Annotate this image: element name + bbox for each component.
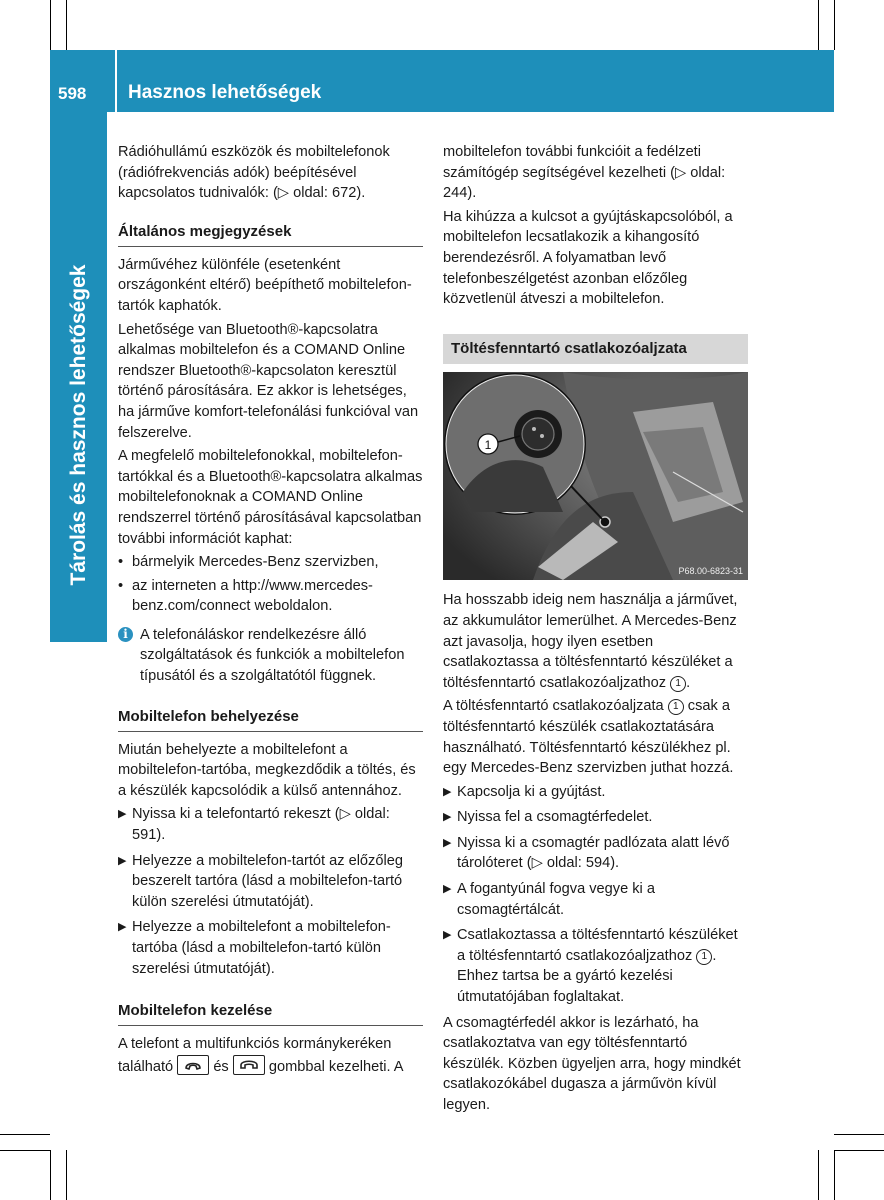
continued-paragraph-1: mobiltelefon további funkcióit a fedélzeti számítógép segítségével kezelheti (▷ oldal: 244).: [443, 144, 726, 202]
info-note-text: A telefonáláskor rendelkezésre álló szolgáltatások és funkciók a mobiltelefon típusától és a szolgáltatótól függnek.: [140, 626, 405, 685]
step-arrow-icon: ▶: [443, 883, 452, 896]
step-text: Helyezze a mobiltelefont a mobiltelefon-tartóba (lásd a mobiltelefon-tartó külön szerelési útmutatóját).: [132, 919, 391, 977]
charge-paragraph-1: Ha hosszabb ideig nem használja a járművet, az akkumulátor lemerülhet. A Mercedes-Benz azt javasolja, hogy ilyen esetben csatlakoztassa a töltésfenntartó készüléket a töltésfenntartó csatlakozóaljzathoz 1 .: [443, 592, 738, 691]
step-text: Helyezze a mobiltelefon-tartót az előzőleg beszerelt tartóra (lásd a mobiltelefon-tartó külön szerelési útmutatóját).: [132, 852, 403, 910]
step-arrow-icon: ▶: [118, 921, 127, 934]
general-heading: Általános megjegyzések: [118, 222, 423, 247]
crop-mark: [818, 1150, 819, 1200]
step-arrow-icon: ▶: [443, 811, 452, 824]
list-item: • az interneten a http://www.mercedes-benz.com/connect weboldalon.: [118, 577, 373, 615]
operation-and: és: [213, 1058, 229, 1075]
phone-end-icon: [233, 1055, 265, 1075]
crop-mark: [834, 0, 835, 50]
general-paragraph-3: A megfelelő mobiltelefonokkal, mobiltelefon-tartókkal és a Bluetooth®-kapcsolatra alkalmas mobiltelefonoknak a COMAND Online rendszerrel történő párosításával kapcsolatban további információt kaphat:: [118, 448, 423, 547]
charge-paragraph-2: [443, 696, 748, 778]
placement-heading: Mobiltelefon behelyezése: [118, 707, 423, 732]
bullet-text: bármelyik Mercedes-Benz szervizben,: [132, 554, 379, 571]
step-text: Kapcsolja ki a gyújtást.: [457, 783, 606, 800]
crop-mark: [0, 1134, 50, 1135]
instruction-step: [443, 807, 748, 828]
operation-heading: Mobiltelefon kezelése: [118, 1001, 423, 1026]
step-arrow-icon: ▶: [443, 929, 452, 942]
chapter-tab-label: Tárolás és hasznos lehetőségek: [67, 264, 90, 586]
step-arrow-icon: ▶: [118, 854, 127, 867]
crop-mark: [834, 1134, 884, 1135]
step-arrow-icon: ▶: [443, 836, 452, 849]
instruction-step: [118, 917, 423, 979]
crop-mark: [66, 0, 67, 50]
left-column: [118, 142, 423, 1080]
info-icon: i: [118, 627, 133, 642]
operation-text-end: gombbal kezelheti. A: [268, 1058, 404, 1075]
trunk-socket-photo: [443, 372, 748, 580]
step-text: Nyissa fel a csomagtérfedelet.: [457, 809, 653, 826]
step-text-a: Csatlakoztassa a töltésfenntartó készüléket a töltésfenntartó csatlakozóaljzathoz: [457, 927, 738, 964]
step-text-b: . Ehhez tartsa be a gyártó kezelési útmutatójában foglaltakat.: [457, 947, 717, 1006]
callout-1-ref: 1: [696, 949, 712, 965]
step-arrow-icon: ▶: [118, 808, 127, 821]
intro-paragraph: Rádióhullámú eszközök és mobiltelefonok (rádiófrekvenciás adók) beépítésével kapcsolatos tudnivalók: (▷ oldal: 672).: [118, 144, 390, 202]
operation-paragraph: [118, 1034, 423, 1077]
step-text: Nyissa ki a csomagtér padlózata alatt lévő tárolóteret (▷ oldal: 594).: [457, 834, 730, 872]
page-number: 598: [58, 84, 87, 103]
callout-1-ref: 1: [668, 699, 684, 715]
crop-mark: [50, 1150, 51, 1200]
trunk-illustration: [443, 372, 748, 580]
step-text: Nyissa ki a telefontartó rekeszt (▷ oldal: 591).: [132, 806, 390, 844]
crop-mark: [834, 1150, 835, 1200]
charge-text-2b: csak a töltésfenntartó készülék csatlakoztatására használható. Töltésfenntartó készülékhez pl. egy Mercedes-Benz szervizben juthat hozzá.: [443, 698, 734, 777]
charge-text-2a: A töltésfenntartó csatlakozóaljzata: [443, 698, 664, 715]
charge-text-1: Ha hosszabb ideig nem használja a járművet, az akkumulátor lemerülhet. A Mercedes-Benz azt javasolja, hogy ilyen esetben csatlakoztassa a töltésfenntartó készüléket a töltésfenntartó csatlakozóaljzathoz: [443, 592, 738, 691]
instruction-step: [118, 851, 423, 913]
crop-mark: [818, 0, 819, 50]
callout-1-ref: 1: [670, 676, 686, 692]
crop-mark: [0, 1150, 50, 1151]
bullet-text: az interneten a http://www.mercedes-benz.com/connect weboldalon.: [132, 577, 373, 615]
placement-paragraph: Miután behelyezte a mobiltelefont a mobiltelefon-tartóba, megkezdődik a töltés, és a készülék kapcsolódik a külső antennához.: [118, 741, 416, 799]
general-paragraph-2: Lehetősége van Bluetooth®-kapcsolatra alkalmas mobiltelefon és a COMAND Online rendszer Bluetooth®-kapcsolaton keresztül történő párosítására. Ez akkor is lehetséges, ha járműve komfort-telefonálási funkcióval van felszerelve.: [118, 321, 419, 441]
right-column: [443, 142, 748, 1119]
list-item: • bármelyik Mercedes-Benz szervizben,: [118, 554, 379, 571]
instruction-step: [443, 833, 748, 874]
page-title: Hasznos lehetőségek: [128, 82, 322, 103]
crop-mark: [66, 1150, 67, 1200]
operation-text-start: A telefont a multifunkciós kormánykeréken található: [118, 1036, 392, 1075]
info-note: [118, 625, 423, 687]
callout-number: 1: [484, 438, 492, 453]
crop-mark: [834, 1150, 884, 1151]
crop-mark: [50, 0, 51, 50]
step-text: A fogantyúnál fogva vegye ki a csomagtértálcát.: [457, 881, 655, 918]
step-text: [457, 927, 738, 1005]
step-arrow-icon: ▶: [443, 785, 452, 798]
phone-accept-icon: [177, 1055, 209, 1075]
section-heading: Töltésfenntartó csatlakozóaljzata: [443, 334, 748, 365]
instruction-step: [118, 804, 423, 845]
instruction-step: [443, 925, 748, 1007]
continued-paragraph-2: Ha kihúzza a kulcsot a gyújtáskapcsolóból, a mobiltelefon lecsatlakozik a kihangosító berendezésről. A folyamatban levő telefonbeszélgetést azonban előzőleg közvetlenül átveszi a mobiltelefon.: [443, 208, 733, 308]
general-paragraph-1: Járművéhez különféle (esetenként országonként eltérő) beépíthető mobiltelefon-tartók kaphatók.: [118, 256, 412, 314]
instruction-step: [443, 879, 748, 920]
instruction-step: [443, 782, 748, 803]
closing-paragraph: A csomagtérfedél akkor is lezárható, ha csatlakoztatva van egy töltésfenntartó készülék. Közben ügyeljen arra, hogy mindkét csatlakozókábel dugasza a járművön kívül legyen.: [443, 1014, 741, 1113]
header-divider: [115, 50, 117, 112]
image-code: P68.00-6823-31: [678, 566, 743, 577]
